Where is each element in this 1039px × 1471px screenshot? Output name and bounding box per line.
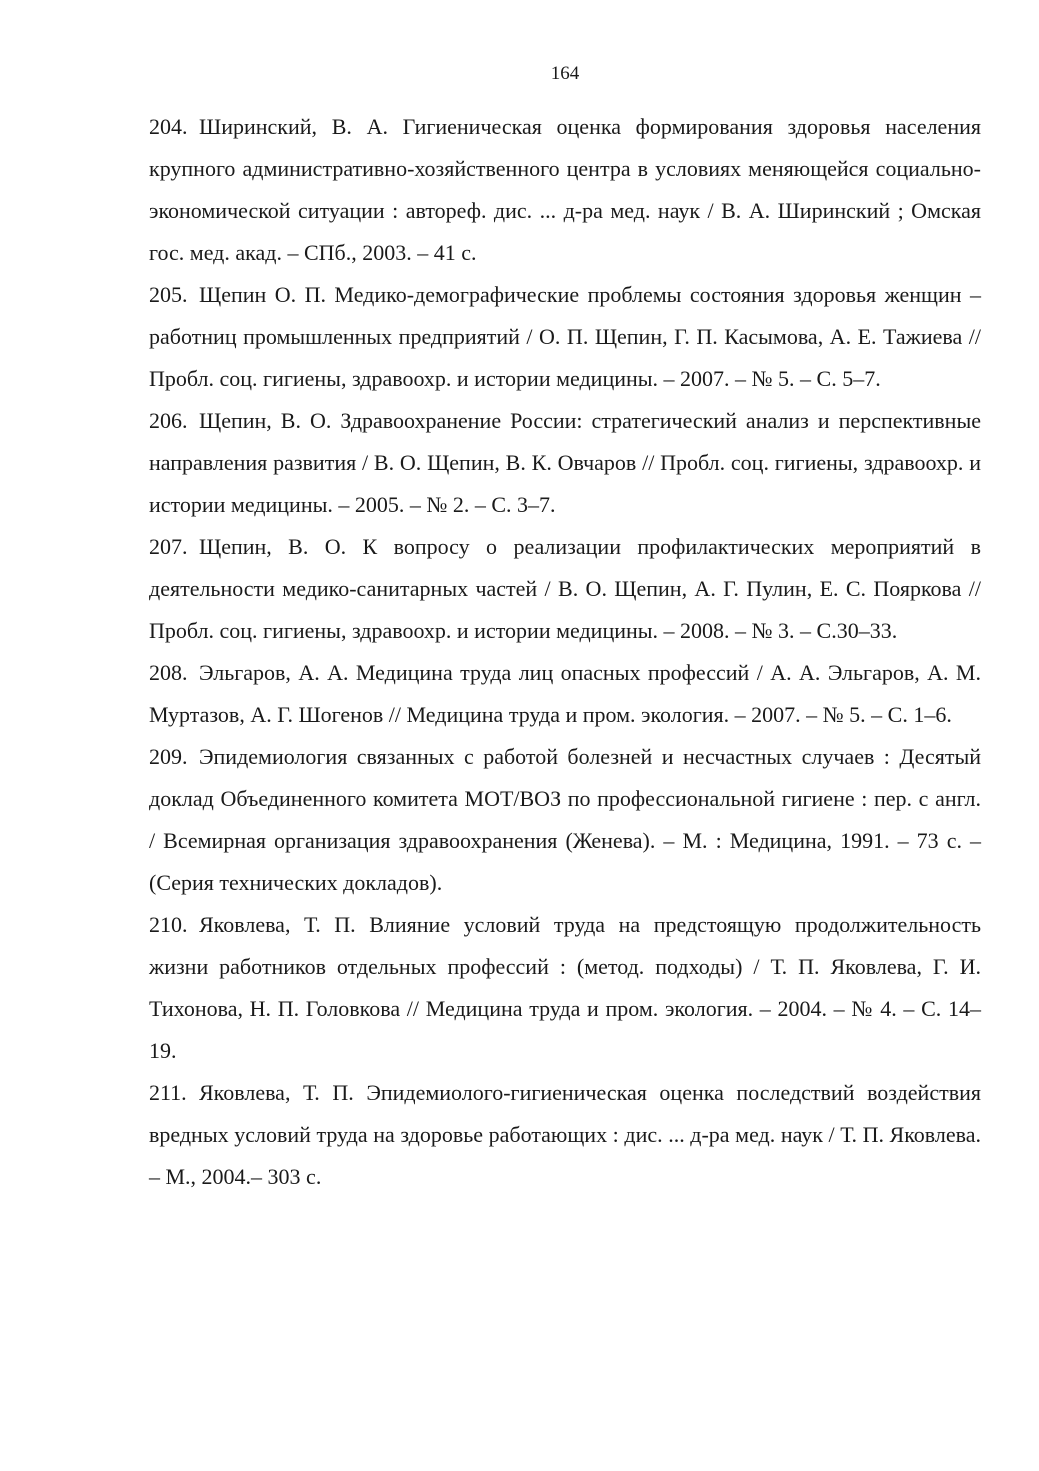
reference-item bbox=[149, 526, 981, 652]
reference-number: 207. bbox=[149, 534, 188, 559]
reference-item bbox=[149, 736, 981, 904]
reference-item bbox=[149, 652, 981, 736]
reference-item bbox=[149, 106, 981, 274]
reference-number: 204. bbox=[149, 114, 188, 139]
reference-text: Щепин, В. О. Здравоохранение России: стратегический анализ и перспективные направления развития / В. О. Щепин, В. К. Овчаров // Пробл. соц. гигиены, здравоохр. и истории медицины. – 2005. – № 2. – С. 3–7. bbox=[149, 408, 981, 517]
reference-number: 205. bbox=[149, 282, 188, 307]
reference-item bbox=[149, 1072, 981, 1198]
reference-text: Эпидемиология связанных с работой болезней и несчастных случаев : Десятый доклад Объединенного комитета МОТ/ВОЗ по профессиональной гигиене : пер. с англ. / Всемирная организация здравоохранения (Женева). – М. : Медицина, 1991. – 73 с. – (Серия технических докладов). bbox=[149, 744, 981, 895]
reference-text: Щепин О. П. Медико-демографические проблемы состояния здоровья женщин – работниц промышленных предприятий / О. П. Щепин, Г. П. Касымова, А. Е. Тажиева // Пробл. соц. гигиены, здравоохр. и истории медицины. – 2007. – № 5. – С. 5–7. bbox=[149, 282, 981, 391]
reference-text: Яковлева, Т. П. Эпидемиолого-гигиеническая оценка последствий воздействия вредных условий труда на здоровье работающих : дис. ... д-ра мед. наук / Т. П. Яковлева. – М., 2004.– 303 с. bbox=[149, 1080, 981, 1189]
reference-number: 206. bbox=[149, 408, 188, 433]
reference-list bbox=[149, 106, 981, 1198]
reference-number: 210. bbox=[149, 912, 188, 937]
reference-text: Яковлева, Т. П. Влияние условий труда на предстоящую продолжительность жизни работников отдельных профессий : (метод. подходы) / Т. П. Яковлева, Г. И. Тихонова, Н. П. Головкова // Медицина труда и пром. экология. – 2004. – № 4. – С. 14–19. bbox=[149, 912, 981, 1063]
reference-text: Щепин, В. О. К вопросу о реализации профилактических мероприятий в деятельности медико-санитарных частей / В. О. Щепин, А. Г. Пулин, Е. С. Пояркова // Пробл. соц. гигиены, здравоохр. и истории медицины. – 2008. – № 3. – С.30–33. bbox=[149, 534, 981, 643]
reference-text: Ширинский, В. А. Гигиеническая оценка формирования здоровья населения крупного административно-хозяйственного центра в условиях меняющейся социально-экономической ситуации : автореф. дис. ... д-ра мед. наук / В. А. Ширинский ; Омская гос. мед. акад. – СПб., 2003. – 41 с. bbox=[149, 114, 981, 265]
page-number: 164 bbox=[550, 63, 580, 84]
reference-number: 209. bbox=[149, 744, 188, 769]
reference-text: Эльгаров, А. А. Медицина труда лиц опасных профессий / А. А. Эльгаров, А. М. Муртазов, А. Г. Шогенов // Медицина труда и пром. экология. – 2007. – № 5. – С. 1–6. bbox=[149, 660, 981, 727]
reference-item bbox=[149, 274, 981, 400]
reference-number: 208. bbox=[149, 660, 188, 685]
reference-item bbox=[149, 400, 981, 526]
reference-item bbox=[149, 904, 981, 1072]
reference-number: 211. bbox=[149, 1080, 187, 1105]
